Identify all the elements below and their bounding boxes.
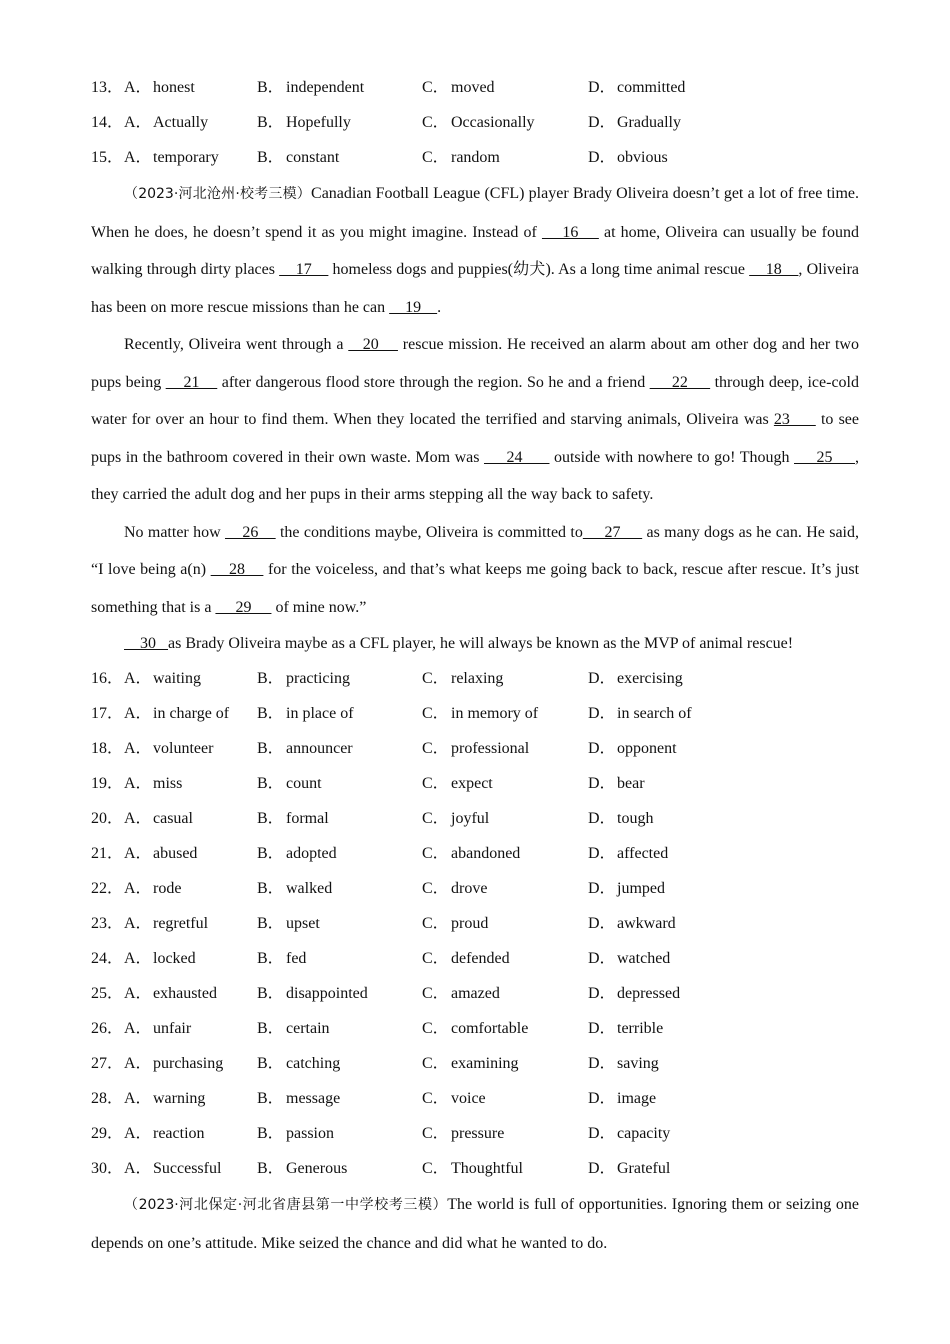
option-letter: C． [422, 740, 449, 757]
option-d [588, 696, 692, 731]
option-a [124, 941, 196, 976]
option-a [124, 766, 182, 801]
question-row [91, 801, 859, 836]
question-number: 17． [91, 705, 124, 722]
question-number: 29． [91, 1125, 124, 1142]
option-b [257, 941, 306, 976]
option-b [257, 871, 332, 906]
option-letter: C． [422, 1055, 449, 1072]
blank-17: 17 [279, 261, 329, 278]
option-text: jumped [617, 880, 665, 897]
option-text: constant [286, 149, 340, 166]
option-a [124, 105, 208, 140]
question-row [91, 941, 859, 976]
passage1-paragraph2: Recently, Oliveira went through a 20 rescue mission. He received an alarm about am other dog and her two pups being 21 after dangerous flood store through the region. So he and a friend 22 through deep, ice-cold water for over an hour to find them. When they located the terrified and starving animals, Oliveira was 23 to see pups in the bathroom covered in their own waste. Mom was 24 outside with nowhere to go! Though 25 , they carried the adult dog and her pups in their arms stepping all the way back to safety. [91, 336, 860, 503]
option-b [257, 1116, 334, 1151]
option-text: saving [617, 1055, 659, 1072]
option-letter: D． [588, 880, 616, 897]
option-c [422, 1081, 486, 1116]
option-letter: A． [124, 1160, 152, 1177]
option-a [124, 70, 195, 105]
option-text: relaxing [451, 670, 504, 687]
option-text: amazed [451, 985, 500, 1002]
option-d [588, 976, 680, 1011]
option-text: Grateful [617, 1160, 671, 1177]
question-row [91, 1011, 859, 1046]
question-row [91, 1116, 859, 1151]
blank-24: 24 [483, 448, 550, 466]
question-row [91, 871, 859, 906]
option-letter: A． [124, 1090, 152, 1107]
option-letter: D． [588, 950, 616, 967]
option-letter: D． [588, 670, 616, 687]
option-letter: C． [422, 810, 449, 827]
option-letter: B． [257, 1090, 284, 1107]
option-text: depressed [617, 985, 681, 1002]
option-letter: C． [422, 79, 449, 96]
option-text: independent [286, 79, 365, 96]
option-b [257, 1151, 347, 1186]
option-text: practicing [286, 670, 350, 687]
option-letter: A． [124, 1020, 152, 1037]
option-text: exhausted [153, 985, 217, 1002]
option-letter: A． [124, 149, 152, 166]
question-number: 26． [91, 1020, 124, 1037]
option-letter: A． [124, 845, 152, 862]
option-text: disappointed [286, 985, 368, 1002]
option-c [422, 1151, 523, 1186]
question-row [91, 70, 859, 105]
question-number: 20． [91, 810, 124, 827]
question-row [91, 1151, 859, 1186]
option-letter: B． [257, 950, 284, 967]
option-c [422, 1046, 519, 1081]
option-text: abused [153, 845, 198, 862]
option-text: honest [153, 79, 195, 96]
option-text: warning [153, 1090, 206, 1107]
option-d [588, 140, 668, 175]
option-d [588, 836, 668, 871]
option-letter: B． [257, 845, 284, 862]
option-letter: D． [588, 1160, 616, 1177]
option-a [124, 871, 181, 906]
option-text: abandoned [451, 845, 521, 862]
passage1-source: （2023·河北沧州·校考三模） [124, 186, 312, 202]
option-letter: C． [422, 775, 449, 792]
option-letter: C． [422, 114, 449, 131]
option-d [588, 105, 681, 140]
option-letter: D． [588, 79, 616, 96]
option-c [422, 696, 538, 731]
blank-20: 20 [348, 336, 398, 353]
blank-16: 16 [541, 223, 599, 241]
option-d [588, 70, 685, 105]
option-text: reaction [153, 1125, 205, 1142]
option-letter: B． [257, 810, 284, 827]
option-text: moved [451, 79, 495, 96]
option-c [422, 801, 489, 836]
passage1-paragraph3: No matter how 26 the conditions maybe, Oliveira is committed to 27 as many dogs as he can. He said, “I love being a(n) 28 for the voiceless, and that’s what keeps me going back to back, rescue after rescue. It’s just something that is a 29 of mine now.” [91, 523, 860, 616]
option-b [257, 1081, 340, 1116]
option-text: obvious [617, 149, 668, 166]
option-c [422, 661, 503, 696]
option-b [257, 70, 364, 105]
option-b [257, 1046, 340, 1081]
option-c [422, 906, 488, 941]
option-text: catching [286, 1055, 341, 1072]
option-text: awkward [617, 915, 676, 932]
option-letter: C． [422, 1020, 449, 1037]
passage1-paragraph1: （2023·河北沧州·校考三模）Canadian Football League (CFL) player Brady Oliveira doesn’t get a lot of free time. When he does, he doesn’t spend it as you might imagine. Instead of 16 at home, Oliveira can usually be found walking through dirty places 17 homeless dogs and puppies(幼犬). As a long time animal rescue 18 , Oliveira has been on more rescue missions than he can 19 . [91, 185, 860, 316]
option-text: committed [617, 79, 686, 96]
option-text: Successful [153, 1160, 222, 1177]
option-text: formal [286, 810, 329, 827]
option-text: in search of [617, 705, 692, 722]
option-text: purchasing [153, 1055, 224, 1072]
option-d [588, 941, 670, 976]
option-d [588, 1011, 663, 1046]
option-letter: C． [422, 1125, 449, 1142]
option-text: in place of [286, 705, 354, 722]
option-letter: C． [422, 1090, 449, 1107]
option-text: waiting [153, 670, 201, 687]
option-letter: D． [588, 1020, 616, 1037]
option-c [422, 1011, 528, 1046]
option-text: Thoughtful [451, 1160, 523, 1177]
option-c [422, 941, 510, 976]
question-number: 15． [91, 149, 124, 166]
option-b [257, 661, 350, 696]
option-a [124, 731, 213, 766]
option-text: watched [617, 950, 671, 967]
question-number: 19． [91, 775, 124, 792]
option-letter: A． [124, 915, 152, 932]
option-b [257, 1011, 330, 1046]
option-letter: A． [124, 114, 152, 131]
option-letter: A． [124, 810, 152, 827]
option-text: miss [153, 775, 183, 792]
option-b [257, 105, 351, 140]
passage2-source: （2023·河北保定·河北省唐县第一中学校考三模） [124, 1197, 448, 1213]
option-text: opponent [617, 740, 677, 757]
option-text: examining [451, 1055, 519, 1072]
option-letter: A． [124, 950, 152, 967]
blank-21: 21 [165, 373, 218, 391]
question-number: 14． [91, 114, 124, 131]
option-d [588, 906, 676, 941]
question-row [91, 766, 859, 801]
option-b [257, 696, 354, 731]
option-text: expect [451, 775, 493, 792]
question-number: 24． [91, 950, 124, 967]
question-options-13-15 [91, 70, 859, 175]
blank-18: 18 [749, 261, 799, 278]
option-d [588, 1046, 659, 1081]
option-letter: C． [422, 670, 449, 687]
option-b [257, 976, 368, 1011]
option-a [124, 140, 219, 175]
option-a [124, 1151, 221, 1186]
option-a [124, 836, 197, 871]
option-letter: B． [257, 114, 284, 131]
option-letter: C． [422, 985, 449, 1002]
option-c [422, 140, 500, 175]
option-letter: C． [422, 149, 449, 166]
option-text: regretful [153, 915, 209, 932]
option-text: casual [153, 810, 193, 827]
option-c [422, 836, 520, 871]
option-text: rode [153, 880, 182, 897]
option-c [422, 871, 487, 906]
question-number: 22． [91, 880, 124, 897]
option-text: capacity [617, 1125, 671, 1142]
option-text: count [286, 775, 322, 792]
option-letter: B． [257, 740, 284, 757]
option-d [588, 871, 665, 906]
question-row [91, 906, 859, 941]
option-d [588, 1151, 670, 1186]
option-text: comfortable [451, 1020, 529, 1037]
blank-19: 19 [389, 298, 438, 316]
question-number: 16． [91, 670, 124, 687]
option-text: bear [617, 775, 645, 792]
option-letter: B． [257, 775, 284, 792]
option-letter: A． [124, 775, 152, 792]
option-d [588, 1081, 656, 1116]
option-text: walked [286, 880, 333, 897]
option-letter: C． [422, 845, 449, 862]
question-row [91, 1046, 859, 1081]
option-letter: D． [588, 775, 616, 792]
option-text: in charge of [153, 705, 230, 722]
option-text: pressure [451, 1125, 505, 1142]
option-text: image [617, 1090, 657, 1107]
option-letter: B． [257, 670, 284, 687]
option-text: drove [451, 880, 488, 897]
option-text: in memory of [451, 705, 539, 722]
option-text: voice [451, 1090, 486, 1107]
option-d [588, 661, 683, 696]
option-letter: A． [124, 880, 152, 897]
option-c [422, 731, 529, 766]
option-a [124, 1081, 205, 1116]
option-text: tough [617, 810, 654, 827]
question-row [91, 1081, 859, 1116]
option-text: Hopefully [286, 114, 351, 131]
option-letter: C． [422, 1160, 449, 1177]
option-letter: A． [124, 705, 152, 722]
question-row [91, 696, 859, 731]
option-letter: B． [257, 985, 284, 1002]
option-a [124, 661, 201, 696]
blank-26: 26 [224, 523, 276, 541]
option-text: exercising [617, 670, 683, 687]
option-c [422, 976, 500, 1011]
option-b [257, 836, 337, 871]
option-text: certain [286, 1020, 330, 1037]
option-text: unfair [153, 1020, 192, 1037]
option-text: adopted [286, 845, 337, 862]
blank-25: 25 [794, 448, 855, 466]
option-letter: A． [124, 1125, 152, 1142]
option-a [124, 1046, 223, 1081]
option-d [588, 1116, 670, 1151]
question-row [91, 836, 859, 871]
question-row [91, 140, 859, 175]
option-letter: A． [124, 79, 152, 96]
question-number: 25． [91, 985, 124, 1002]
question-options-16-30 [91, 661, 859, 1186]
blank-22: 22 [649, 373, 711, 391]
question-row [91, 731, 859, 766]
option-letter: D． [588, 705, 616, 722]
option-text: affected [617, 845, 669, 862]
option-c [422, 766, 493, 801]
option-letter: D． [588, 985, 616, 1002]
option-text: passion [286, 1125, 334, 1142]
option-letter: B． [257, 1160, 284, 1177]
option-letter: C． [422, 705, 449, 722]
option-b [257, 801, 329, 836]
question-number: 18． [91, 740, 124, 757]
question-number: 30． [91, 1160, 124, 1177]
question-row [91, 105, 859, 140]
option-b [257, 766, 322, 801]
option-b [257, 731, 353, 766]
option-letter: A． [124, 670, 152, 687]
question-row [91, 661, 859, 696]
option-letter: A． [124, 740, 152, 757]
question-number: 13． [91, 79, 124, 96]
option-letter: D． [588, 810, 616, 827]
option-text: locked [153, 950, 196, 967]
option-c [422, 70, 495, 105]
blank-29: 29 [215, 598, 272, 616]
option-letter: D． [588, 114, 616, 131]
option-letter: C． [422, 880, 449, 897]
option-letter: D． [588, 845, 616, 862]
option-text: message [286, 1090, 341, 1107]
blank-28: 28 [210, 561, 264, 578]
option-text: Actually [153, 114, 209, 131]
option-letter: B． [257, 79, 284, 96]
option-a [124, 976, 217, 1011]
option-d [588, 731, 677, 766]
option-letter: D． [588, 915, 616, 932]
option-c [422, 1116, 504, 1151]
blank-27: 27 [582, 523, 643, 541]
question-number: 21． [91, 845, 124, 862]
option-letter: B． [257, 1055, 284, 1072]
option-text: announcer [286, 740, 353, 757]
option-text: Occasionally [451, 114, 535, 131]
option-letter: D． [588, 1125, 616, 1142]
option-letter: D． [588, 149, 616, 166]
option-letter: B． [257, 880, 284, 897]
option-c [422, 105, 535, 140]
option-a [124, 1116, 205, 1151]
document-page [91, 70, 859, 1262]
option-letter: D． [588, 1090, 616, 1107]
option-letter: B． [257, 1020, 284, 1037]
question-number: 23． [91, 915, 124, 932]
passage2-paragraph1: （2023·河北保定·河北省唐县第一中学校考三模）The world is full of opportunities. Ignoring them or seizing one depends on one’s attitude. Mike seized the chance and did what he wanted to do. [91, 1196, 860, 1252]
option-letter: B． [257, 149, 284, 166]
option-d [588, 801, 653, 836]
option-letter: A． [124, 985, 152, 1002]
option-d [588, 766, 645, 801]
option-a [124, 906, 208, 941]
option-letter: A． [124, 1055, 152, 1072]
option-letter: B． [257, 1125, 284, 1142]
option-text: proud [451, 915, 489, 932]
option-text: upset [286, 915, 320, 932]
option-b [257, 906, 320, 941]
blank-30: 30 [124, 635, 168, 652]
option-a [124, 696, 229, 731]
option-text: Generous [286, 1160, 348, 1177]
blank-23: 23 [773, 411, 816, 428]
option-text: defended [451, 950, 510, 967]
option-b [257, 140, 339, 175]
option-text: fed [286, 950, 307, 967]
passage1-paragraph4: 30 as Brady Oliveira maybe as a CFL player, he will always be known as the MVP of animal rescue! [124, 635, 794, 652]
question-row [91, 976, 859, 1011]
option-a [124, 801, 193, 836]
option-letter: D． [588, 1055, 616, 1072]
option-text: Gradually [617, 114, 681, 131]
option-letter: B． [257, 705, 284, 722]
question-number: 28． [91, 1090, 124, 1107]
option-text: temporary [153, 149, 219, 166]
option-letter: D． [588, 740, 616, 757]
option-text: joyful [451, 810, 490, 827]
option-text: professional [451, 740, 530, 757]
option-a [124, 1011, 191, 1046]
option-letter: B． [257, 915, 284, 932]
question-number: 27． [91, 1055, 124, 1072]
option-text: volunteer [153, 740, 214, 757]
option-text: random [451, 149, 500, 166]
option-letter: C． [422, 950, 449, 967]
option-letter: C． [422, 915, 449, 932]
option-text: terrible [617, 1020, 664, 1037]
